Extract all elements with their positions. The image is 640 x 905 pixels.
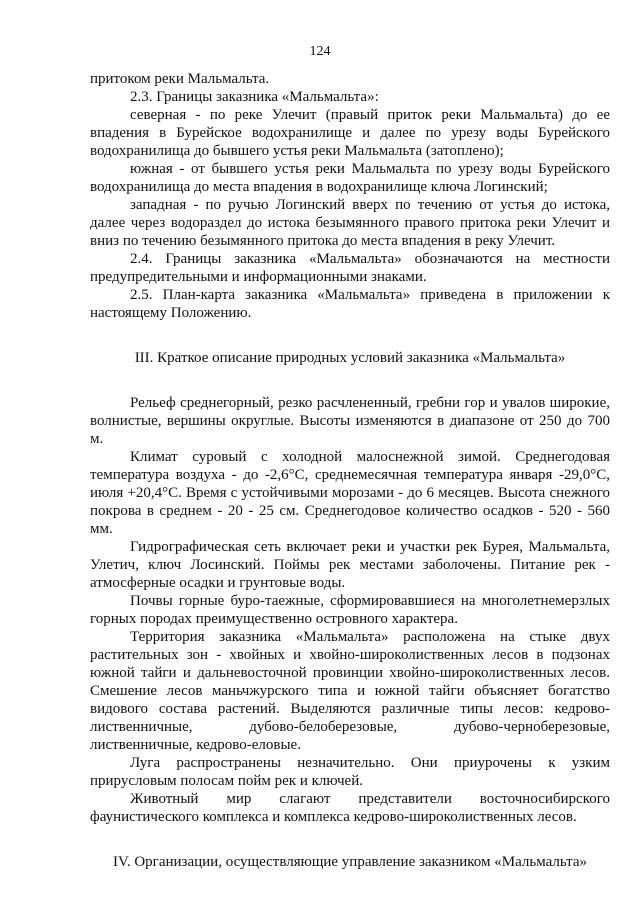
clause-2-5: 2.5. План-карта заказника «Мальмальта» приведена в приложении к настоящему Положению. [90,287,610,321]
border-south: южная - от бывшего устья реки Мальмальта по урезу воды Бурейского водохранилища до места впадения в водохранилище ключа Логинский; [90,161,610,195]
page-number: 124 [309,44,331,59]
document-body [90,70,610,871]
soils-paragraph: Почвы горные буро-таежные, сформировавшиеся на многолетнемерзлых горных породах преимущественно островного характера. [90,593,610,627]
border-north: северная - по реке Улечит (правый приток реки Мальмальта) до ее впадения в Бурейское водохранилище и далее по урезу воды Бурейского водохранилища до бывшего устья реки Мальмальта (затоплено); [90,107,610,159]
fauna-paragraph: Животный мир слагают представители восточносибирского фаунистического комплекса и комплекса кедрово-широколиственных лесов. [90,791,610,825]
vegetation-paragraph: Территория заказника «Мальмальта» расположена на стыке двух растительных зон - хвойных и хвойно-широколиственных лесов в подзонах южной тайги и дальневосточной провинции хвойно-широколиственных лесов. Смешение лесов маньчжурского типа и южной тайги объясняет богатство видового состава растений. Выделяются различные типы лесов: кедрово-лиственничные, дубово-белоберезовые, дубово-черноберезовые, лиственничные, кедрово-еловые. [90,629,610,753]
section-4-heading: IV. Организации, осуществляющие управление заказником «Мальмальта» [112,854,588,870]
clause-2-3-title: 2.3. Границы заказника «Мальмальта»: [130,89,379,105]
section-3-heading: III. Краткое описание природных условий заказника «Мальмальта» [134,350,566,366]
hydrography-paragraph: Гидрографическая сеть включает реки и участки рек Бурея, Мальмальта, Улетич, ключ Лосинский. Поймы рек местами заболочены. Питание рек - атмосферные осадки и грунтовые воды. [90,539,610,591]
border-west: западная - по ручью Логинский вверх по течению от устья до истока, далее через водораздел до истока безымянного правого притока реки Улечит и вниз по течению безымянного притока до места впадения в реку Улечит. [90,197,610,249]
meadows-paragraph: Луга распространены незначительно. Они приурочены к узким прирусловым полосам пойм рек и ключей. [90,755,610,789]
climate-paragraph: Климат суровый с холодной малоснежной зимой. Среднегодовая температура воздуха - до -2,6°С, среднемесячная температура января -29,0°С, июля +20,4°С. Время с устойчивыми морозами - до 6 месяцев. Высота снежного покрова в среднем - 20 - 25 см. Среднегодовое количество осадков - 520 - 560 мм. [90,449,610,537]
relief-paragraph: Рельеф среднегорный, резко расчлененный, гребни гор и увалов широкие, волнистые, вершины округлые. Высоты изменяются в диапазоне от 250 до 700 м. [90,395,610,447]
clause-2-4: 2.4. Границы заказника «Мальмальта» обозначаются на местности предупредительными и информационными знаками. [90,251,610,285]
continuation-line: притоком реки Мальмальта. [90,71,270,87]
